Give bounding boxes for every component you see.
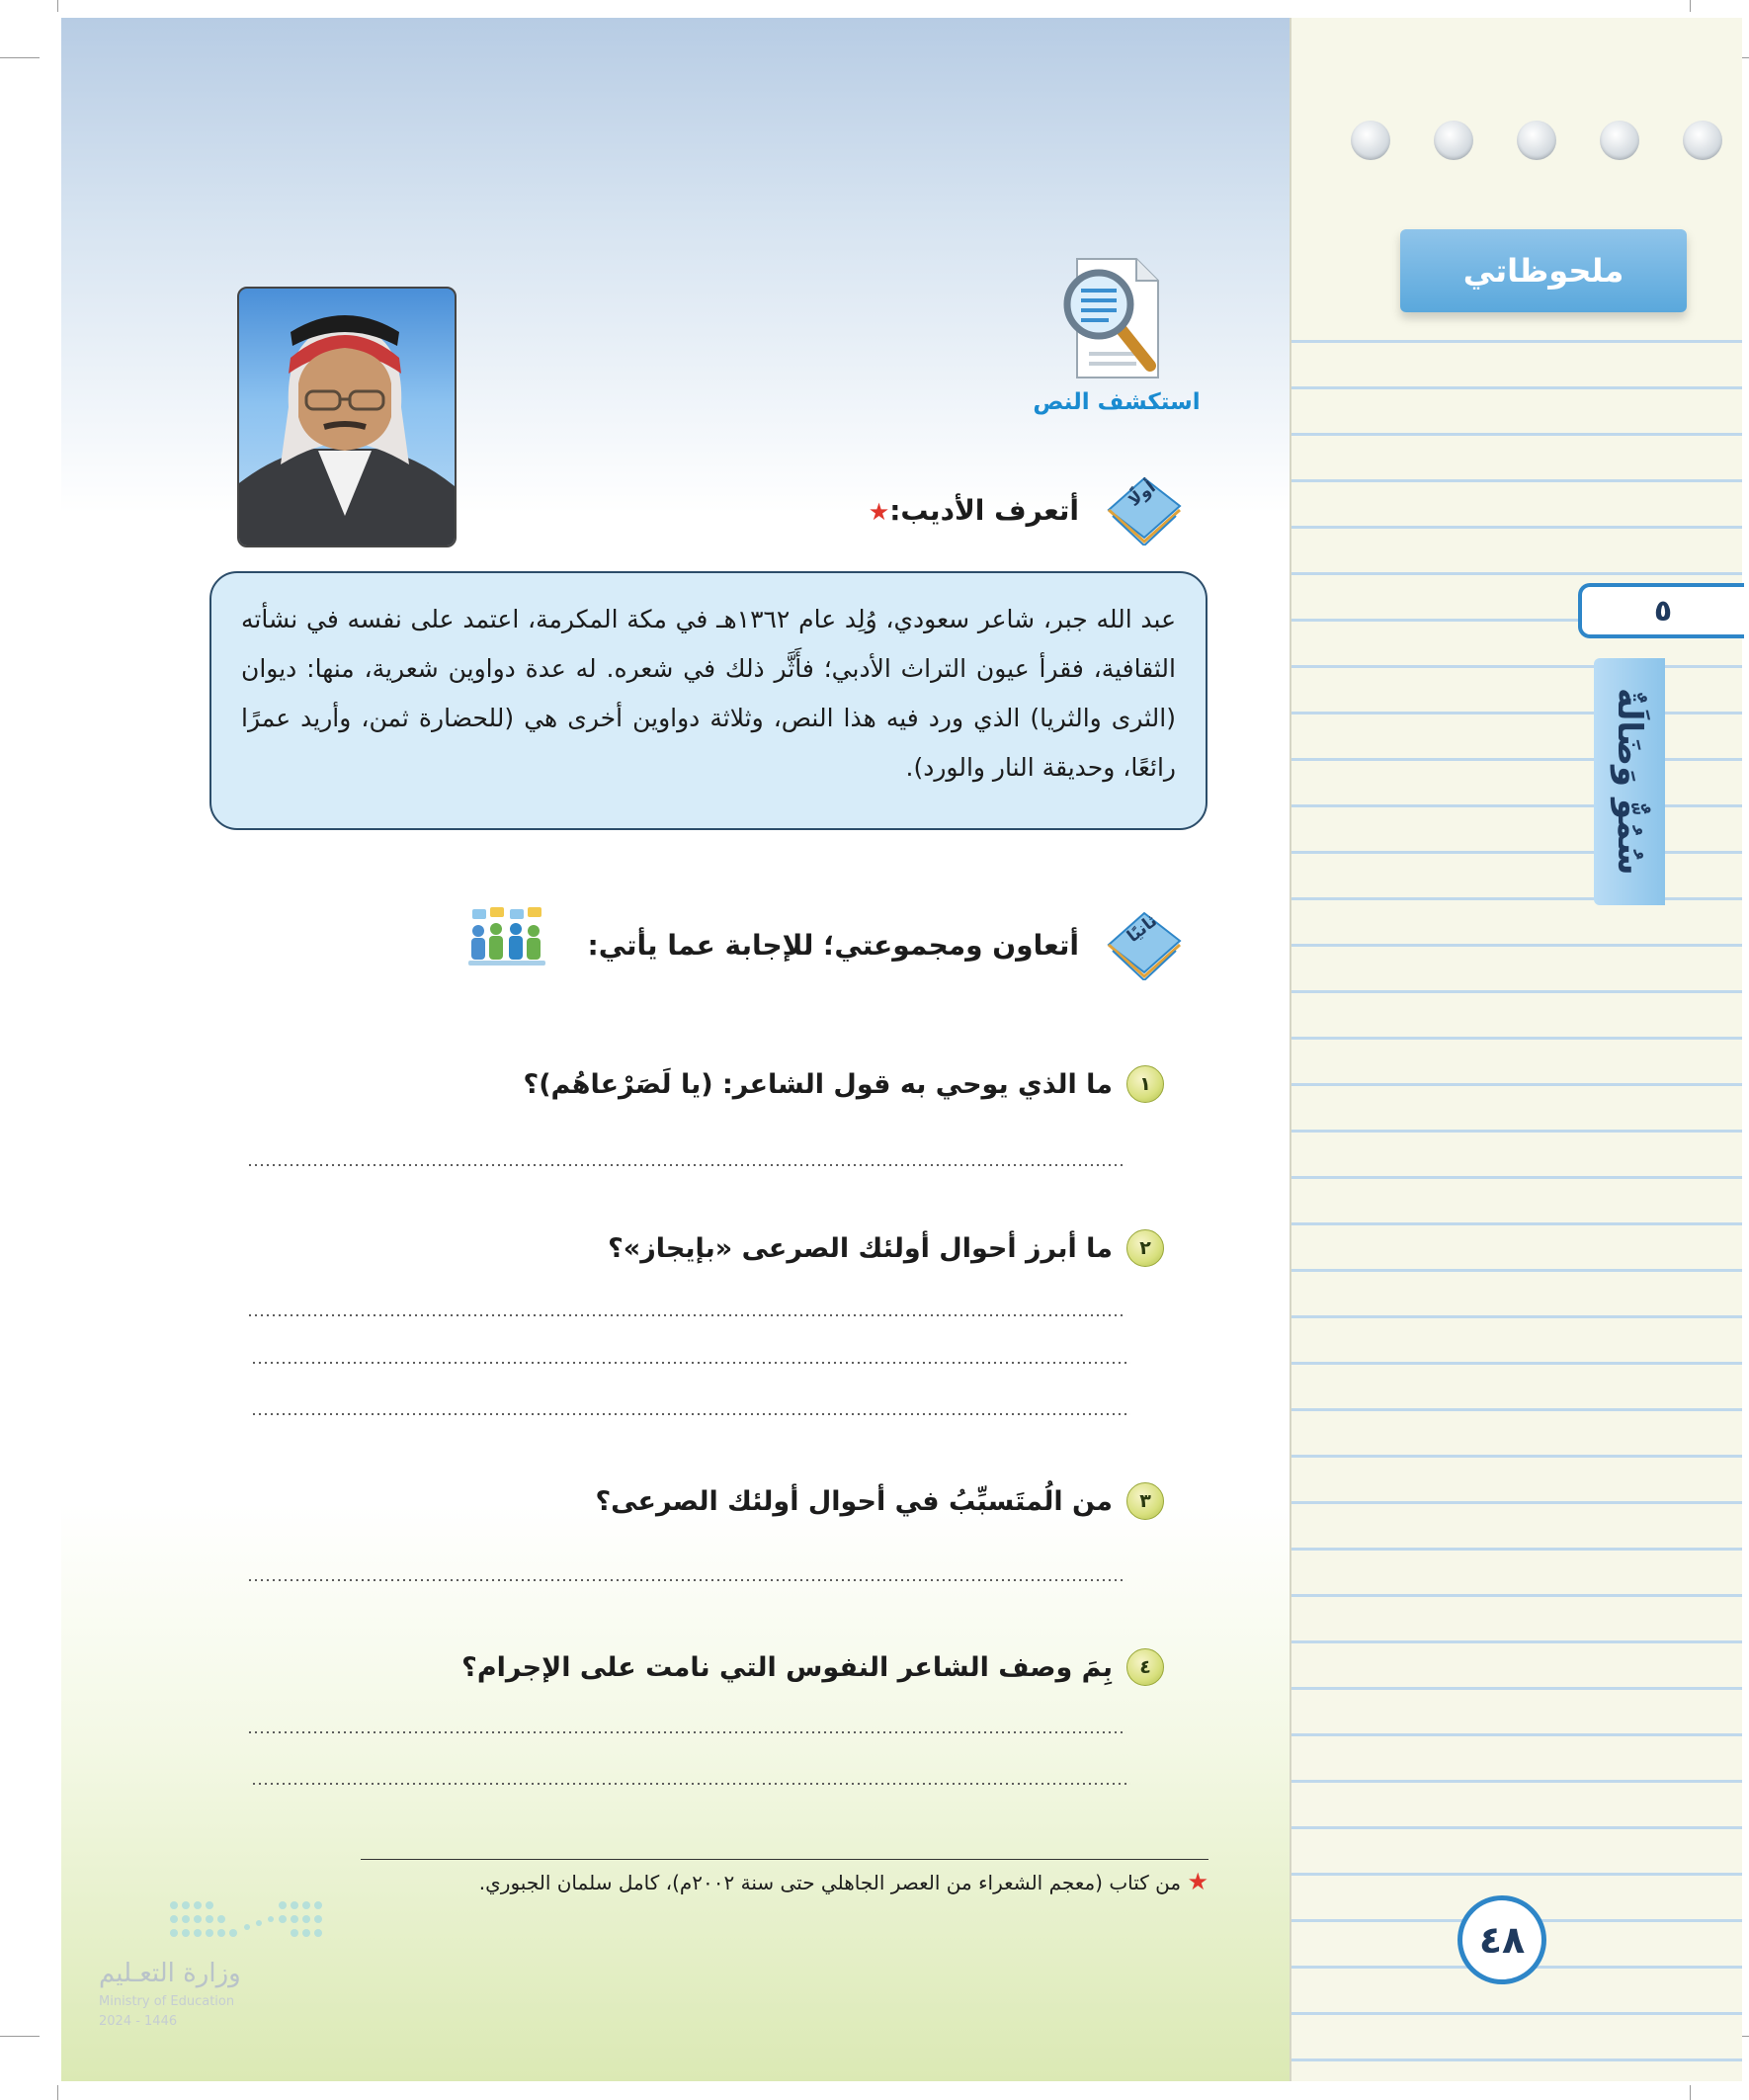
ministry-name-arabic: وزارة التعـليم bbox=[99, 1959, 241, 1988]
trim-mark bbox=[1690, 2085, 1691, 2100]
group-discussion-icon bbox=[468, 907, 545, 966]
question-number: ١ bbox=[1126, 1065, 1164, 1103]
question-text: ما أبرز أحوال أولئك الصرعى «بإيجاز»؟ bbox=[608, 1232, 1113, 1264]
explore-text-label: استكشف النص bbox=[1033, 389, 1201, 415]
binder-ring-icon bbox=[1683, 121, 1722, 160]
answer-line[interactable] bbox=[251, 1783, 1130, 1785]
binder-rings bbox=[1351, 121, 1722, 160]
trim-mark bbox=[1690, 0, 1691, 12]
answer-line[interactable] bbox=[247, 1314, 1126, 1316]
answer-line[interactable] bbox=[247, 1579, 1126, 1581]
question-number: ٢ bbox=[1126, 1229, 1164, 1267]
footnote-divider bbox=[361, 1859, 1208, 1860]
poet-portrait bbox=[237, 287, 457, 547]
section-one-star-icon: ★ bbox=[868, 498, 890, 526]
question-number: ٤ bbox=[1126, 1648, 1164, 1686]
trim-mark bbox=[57, 0, 58, 12]
ministry-name-english: Ministry of Education bbox=[99, 1994, 235, 2009]
section-one-badge-label: أولًا bbox=[1124, 477, 1160, 511]
unit-number-box: ٥ bbox=[1578, 583, 1744, 638]
question-text: من الُمتَسبِّبُ في أحوال أولئك الصرعى؟ bbox=[595, 1485, 1113, 1517]
footnote-star-icon: ★ bbox=[1187, 1868, 1208, 1895]
section-two-title: أتعاون ومجموعتي؛ للإجابة عما يأتي: bbox=[587, 929, 1079, 962]
question-number: ٣ bbox=[1126, 1482, 1164, 1520]
ministry-logo-icon bbox=[168, 1897, 324, 1945]
page-number: ٤٨ bbox=[1458, 1895, 1546, 1984]
question-text: بِمَ وصف الشاعر النفوس التي نامت على الإجرام؟ bbox=[461, 1651, 1113, 1683]
answer-line[interactable] bbox=[251, 1413, 1130, 1415]
trim-mark bbox=[57, 2085, 58, 2100]
ministry-year: 2024 - 1446 bbox=[99, 2014, 178, 2029]
question-row bbox=[596, 1482, 1164, 1520]
section-one-title bbox=[869, 494, 1079, 527]
notes-panel bbox=[1290, 18, 1742, 2081]
footnote-text: من كتاب (معجم الشعراء من العصر الجاهلي حتى سنة ٢٠٠٢م)، كامل سلمان الجبوري. bbox=[478, 1871, 1182, 1894]
section-two-badge-label: ثانيًا bbox=[1124, 911, 1161, 947]
binder-ring-icon bbox=[1351, 121, 1390, 160]
poet-bio-text: عبد الله جبر، شاعر سعودي، وُلِد عام ١٣٦٢هـ في مكة المكرمة، اعتمد على نفسه في نشأته الثقافية، فقرأ عيون التراث الأدبي؛ فأَثَّر ذلك في شعره. له عدة دواوين شعرية، منها: ديوان (الثرى والثريا) الذي ورد فيه هذا النص، وثلاثة دواوين أخرى هي (للحضارة ثمن، وأريد عمرًا رائعًا، وحديقة النار والورد). bbox=[241, 605, 1177, 782]
answer-line[interactable] bbox=[247, 1164, 1126, 1166]
section-one-title-text: أتعرف الأديب: bbox=[889, 494, 1079, 527]
binder-ring-icon bbox=[1434, 121, 1473, 160]
question-row bbox=[608, 1229, 1164, 1267]
unit-name-label: سُمُوٌّ وَضَالَةٌ bbox=[1610, 688, 1649, 876]
poet-bio-box bbox=[209, 571, 1208, 830]
document-magnifier-icon bbox=[1059, 255, 1168, 383]
trim-mark bbox=[0, 2036, 40, 2037]
trim-mark bbox=[0, 57, 40, 58]
notes-title: ملحوظاتي bbox=[1400, 229, 1687, 312]
unit-name-tab bbox=[1594, 658, 1665, 905]
answer-line[interactable] bbox=[251, 1362, 1130, 1364]
binder-ring-icon bbox=[1600, 121, 1639, 160]
question-text: ما الذي يوحي به قول الشاعر: (يا لَصَرْعاهُم)؟ bbox=[523, 1068, 1113, 1100]
binder-ring-icon bbox=[1517, 121, 1556, 160]
question-row bbox=[461, 1648, 1164, 1686]
answer-line[interactable] bbox=[247, 1731, 1126, 1733]
footnote bbox=[479, 1868, 1208, 1895]
poet-portrait-image bbox=[237, 289, 455, 547]
question-row bbox=[524, 1065, 1164, 1103]
